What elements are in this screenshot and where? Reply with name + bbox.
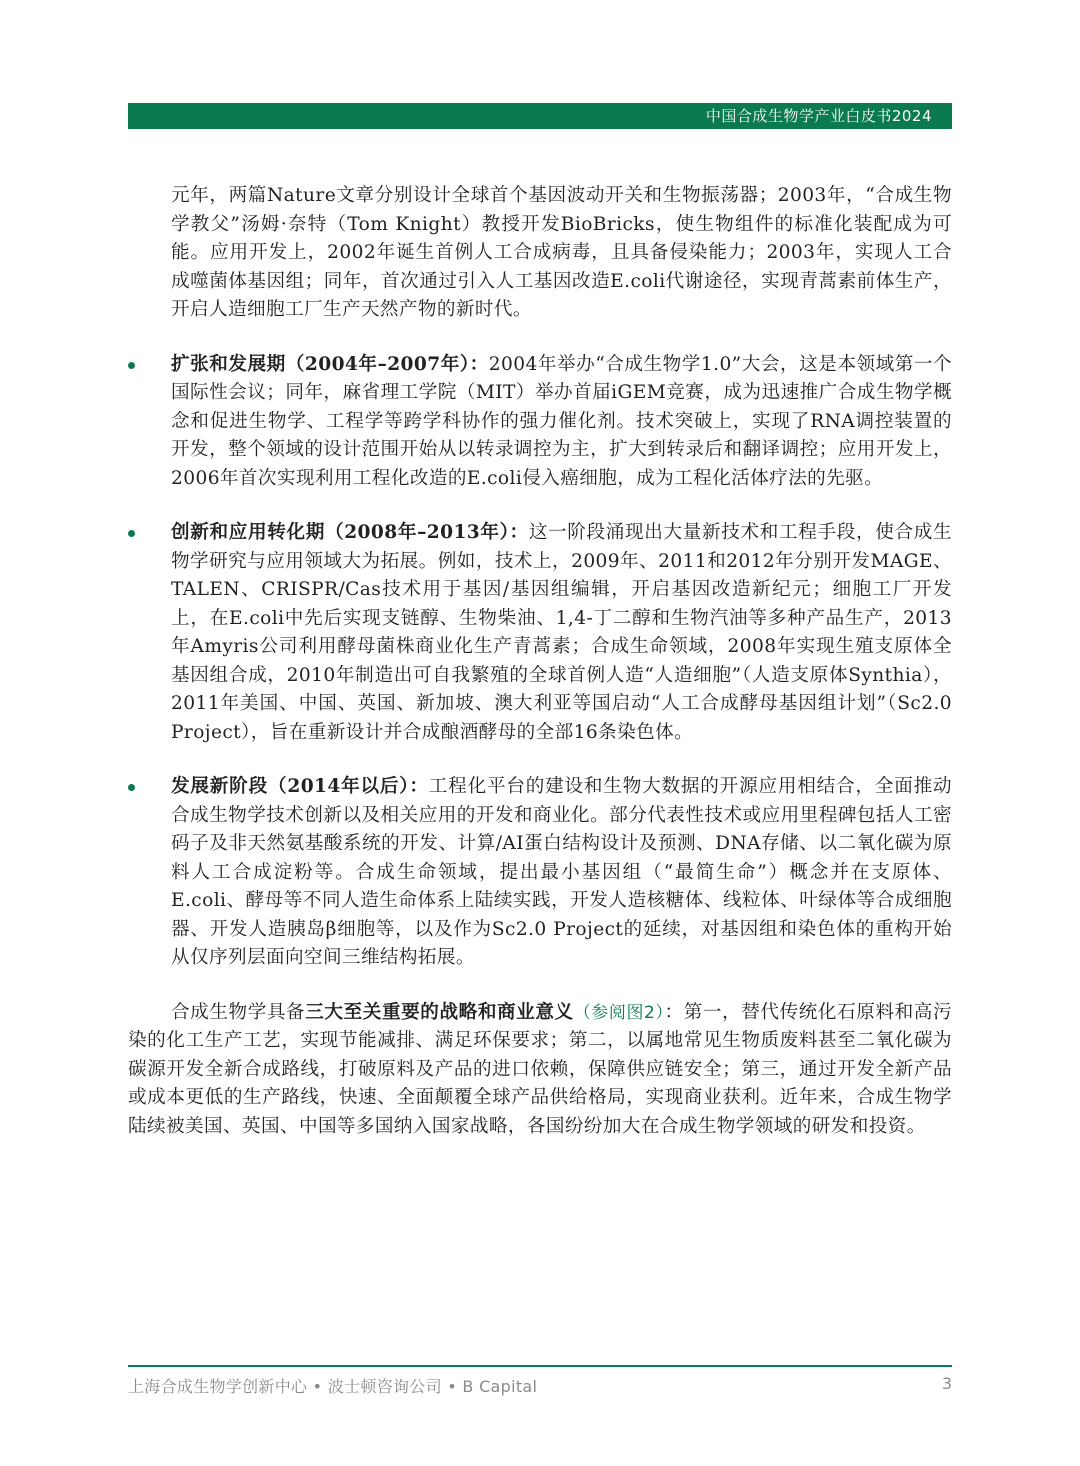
bullet-paragraph xyxy=(171,773,952,973)
document-title: 中国合成生物学产业白皮书2024 xyxy=(705,107,932,125)
bullet-item-innovation xyxy=(128,519,952,747)
intro-paragraph: 元年，两篇Nature文章分别设计全球首个基因波动开关和生物振荡器；2003年，“合成生物学教父”汤姆·奈特（Tom Knight）教授开发BioBricks，使生物组件的标准化装配成为可能。应用开发上，2002年诞生首例人工合成病毒，且具备侵染能力；2003年，实现人工合成噬菌体基因组；同年，首次通过引入人工基因改造E.coli代谢途径，实现青蒿素前体生产，开启人造细胞工厂生产天然产物的新时代。 xyxy=(171,185,952,320)
bullet-heading: 扩张和发展期（2004年–2007年）： xyxy=(171,353,489,375)
figure-reference-link[interactable]: （参阅图2） xyxy=(573,1002,665,1023)
bullet-item-expansion xyxy=(128,351,952,494)
main-content xyxy=(128,182,952,1141)
bullet-body: 工程化平台的建设和生物大数据的开源应用相结合，全面推动合成生物学技术创新以及相关应用的开发和商业化。部分代表性技术或应用里程碑包括人工密码子及非天然氨基酸系统的开发、计算/AI蛋白结构设计及预测、DNA存储、以二氧化碳为原料人工合成淀粉等。合成生命领域，提出最小基因组（“最简生命”）概念并在支原体、E.coli、酵母等不同人造生命体系上陆续实践，开发人造核糖体、线粒体、叶绿体等合成细胞器、开发人造胰岛β细胞等，以及作为Sc2.0 Project的延续，对基因组和染色体的重构开始从仅序列层面向空间三维结构拓展。 xyxy=(171,776,952,968)
bullet-heading: 发展新阶段（2014年以后）： xyxy=(171,776,429,797)
bullet-paragraph xyxy=(171,519,952,747)
closing-pre: 合成生物学具备 xyxy=(171,1001,306,1023)
intro-block xyxy=(128,182,952,325)
bullet-icon xyxy=(128,362,135,369)
bullet-item-new-stage xyxy=(128,773,952,973)
bullet-icon xyxy=(128,784,135,791)
bullet-body: 这一阶段涌现出大量新技术和工程手段，使合成生物学研究与应用领域大为拓展。例如，技术上，2009年、2011和2012年分别开发MAGE、TALEN、CRISPR/Cas技术用于基因/基因组编辑，开启基因改造新纪元；细胞工厂开发上，在E.coli中先后实现支链醇、生物柴油、1,4-丁二醇和生物汽油等多种产品生产，2013年Amyris公司利用酵母菌株商业化生产青蒿素；合成生命领域，2008年实现生殖支原体全基因组合成，2010年制造出可自我繁殖的全球首例人造“人造细胞”（人造支原体Synthia），2011年美国、中国、英国、新加坡、澳大利亚等国启动“人工合成酵母基因组计划”（Sc2.0 Project），旨在重新设计并合成酿酒酵母的全部16条染色体。 xyxy=(171,522,952,743)
footer-divider xyxy=(128,1365,952,1367)
closing-emphasis: 三大至关重要的战略和商业意义 xyxy=(305,1001,574,1023)
footer-source: 上海合成生物学创新中心 • 波士顿咨询公司 • B Capital xyxy=(128,1377,538,1396)
closing-paragraph xyxy=(128,999,952,1142)
closing-post: ：第一，替代传统化石原料和高污染的化工生产工艺，实现节能减排、满足环保要求；第二，以属地常见生物质废料甚至二氧化碳为碳源开发全新合成路线，打破原料及产品的进口依赖，保障供应链安全；第三，通过开发全新产品或成本更低的生产路线，快速、全面颠覆全球产品供给格局，实现商业获利。近年来，合成生物学陆续被美国、英国、中国等多国纳入国家战略，各国纷纷加大在合成生物学领域的研发和投资。 xyxy=(128,1001,952,1137)
bullet-paragraph xyxy=(171,351,952,494)
bullet-heading: 创新和应用转化期（2008年–2013年）： xyxy=(171,522,529,543)
bullet-icon xyxy=(128,530,135,537)
header-band xyxy=(128,103,952,129)
bullet-body: 2004年举办“合成生物学1.0”大会，这是本领域第一个国际性会议；同年，麻省理工学院（MIT）举办首届iGEM竞赛，成为迅速推广合成生物学概念和促进生物学、工程学等跨学科协作的强力催化剂。技术突破上，实现了RNA调控装置的开发，整个领域的设计范围开始从以转录调控为主，扩大到转录后和翻译调控；应用开发上，2006年首次实现利用工程化改造的E.coli侵入癌细胞，成为工程化活体疗法的先驱。 xyxy=(171,353,952,489)
page-number: 3 xyxy=(941,1374,952,1393)
